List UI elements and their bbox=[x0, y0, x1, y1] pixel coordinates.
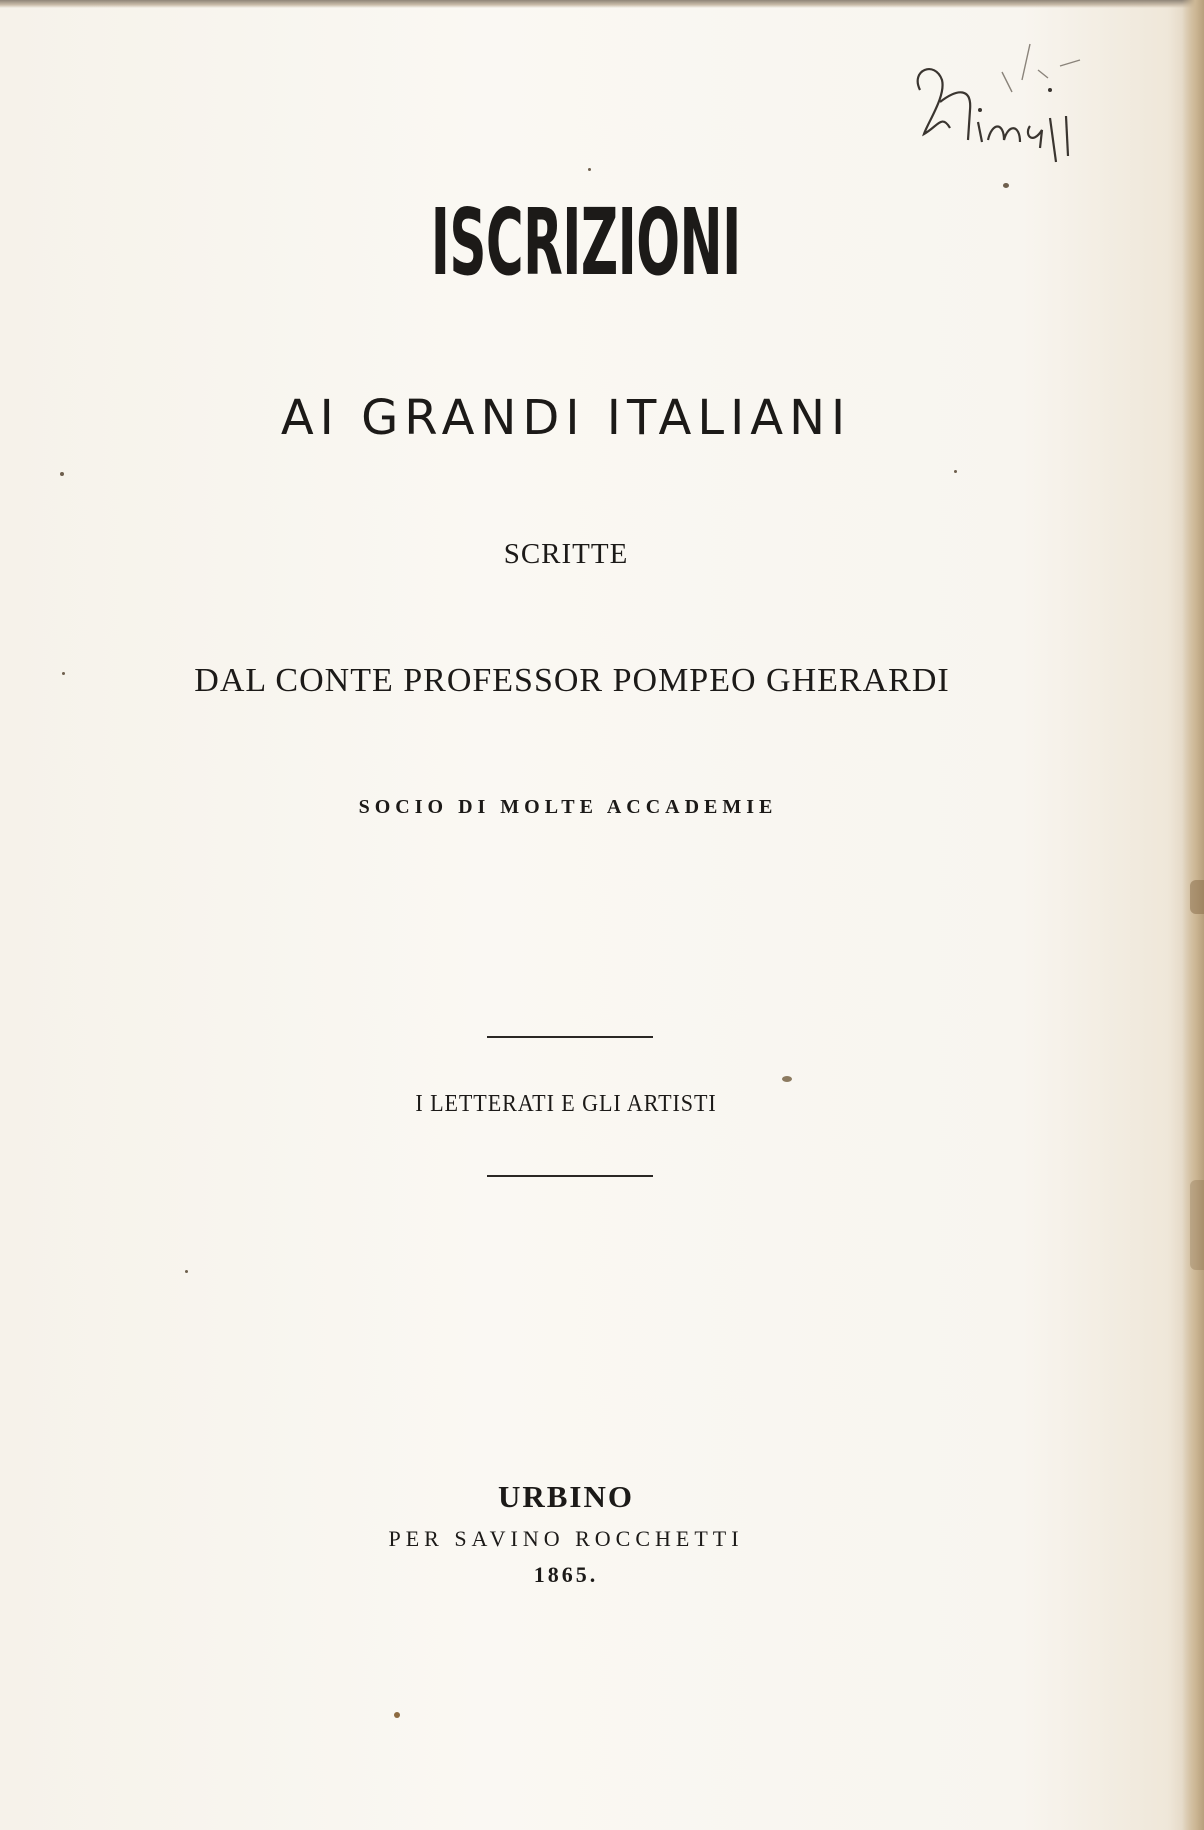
page-top-edge bbox=[0, 0, 1204, 8]
paper-speck bbox=[588, 168, 591, 171]
paper-speck bbox=[782, 1076, 792, 1082]
paper-speck bbox=[394, 1712, 400, 1718]
book-title: ISCRIZIONI bbox=[430, 189, 741, 296]
edge-stain bbox=[1190, 1180, 1204, 1270]
scritte-label: SCRITTE bbox=[503, 538, 629, 570]
book-subtitle: AI GRANDI ITALIANI bbox=[280, 390, 852, 446]
paper-speck bbox=[60, 472, 64, 476]
imprint-year: 1865. bbox=[533, 1562, 599, 1587]
series-title: I LETTERATI E GLI ARTISTI bbox=[415, 1091, 717, 1117]
edge-stain bbox=[1190, 880, 1204, 914]
divider-rule-bottom bbox=[487, 1175, 653, 1177]
author-line: DAL CONTE PROFESSOR POMPEO GHERARDI bbox=[194, 662, 950, 699]
imprint-city: URBINO bbox=[497, 1479, 634, 1514]
paper-speck bbox=[1003, 183, 1009, 188]
page-right-edge bbox=[1182, 0, 1204, 1830]
paper-speck bbox=[954, 470, 957, 473]
imprint-printer: PER SAVINO ROCCHETTI bbox=[388, 1526, 744, 1551]
paper-speck bbox=[185, 1270, 188, 1273]
author-affiliation: SOCIO DI MOLTE ACCADEMIE bbox=[358, 796, 778, 818]
handwritten-signature bbox=[880, 30, 1100, 170]
divider-rule-top bbox=[487, 1036, 653, 1038]
paper-speck bbox=[62, 672, 65, 675]
